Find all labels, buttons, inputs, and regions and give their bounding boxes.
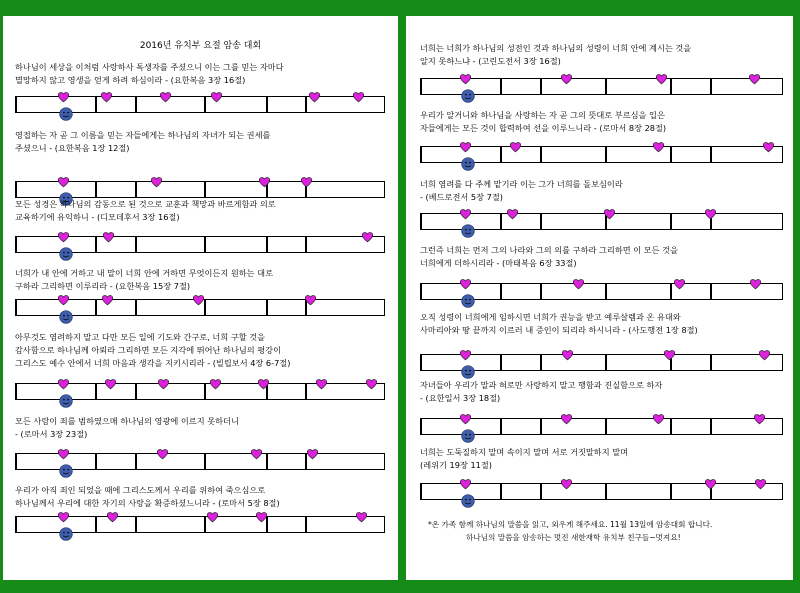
heart-icon — [653, 414, 664, 425]
track-divider — [95, 237, 97, 252]
track-divider — [710, 284, 712, 299]
heart-icon — [705, 209, 716, 220]
track-divider — [420, 214, 422, 229]
track-divider — [95, 97, 97, 112]
verse-line: - (요한일서 3장 18절) — [420, 393, 501, 403]
heart-icon — [653, 142, 664, 153]
heart-icon — [750, 279, 761, 290]
track-divider — [95, 384, 97, 399]
track-divider — [605, 79, 607, 94]
verse-line: 모든 사람이 죄를 범하였으매 하나님의 영광에 이르지 못하더니 — [15, 416, 239, 426]
track-divider — [15, 237, 17, 252]
heart-icon — [58, 295, 69, 306]
heart-icon — [58, 232, 69, 243]
heart-icon — [356, 512, 367, 523]
smiley-face-icon — [461, 365, 475, 379]
track-divider — [95, 300, 97, 315]
smiley-face-icon — [461, 429, 475, 443]
heart-icon — [305, 295, 316, 306]
verse-line: 감사함으로 하나님께 아뢰라 그리하면 모든 지각에 뛰어난 하나님의 평강이 — [15, 345, 282, 355]
track-divider — [782, 79, 784, 94]
track-divider — [15, 454, 17, 469]
track-divider — [15, 182, 17, 197]
heart-icon — [307, 449, 318, 460]
heart-icon — [460, 209, 471, 220]
heart-icon — [755, 479, 766, 490]
heart-icon — [460, 350, 471, 361]
heart-icon — [664, 350, 675, 361]
heart-icon — [561, 414, 572, 425]
track-divider — [384, 97, 386, 112]
track-divider — [204, 300, 206, 315]
track-divider — [420, 419, 422, 434]
verse-line: 자녀들아 우리가 말과 혀로만 사랑하지 말고 행함과 진실함으로 하자 — [420, 380, 663, 390]
verse-line: 너희는 너희가 하나님의 성전인 것과 하나님의 성령이 너희 안에 계시는 것을 — [420, 43, 692, 53]
heart-icon — [460, 479, 471, 490]
verse-line: 너희 염려를 다 주께 맡기라 이는 그가 너희를 돌보심이라 — [420, 179, 623, 189]
track-divider — [605, 419, 607, 434]
track-divider — [204, 237, 206, 252]
right-verse-4 — [420, 244, 678, 270]
heart-icon — [510, 142, 521, 153]
track-divider — [500, 484, 502, 499]
track-divider — [710, 147, 712, 162]
track-divider — [670, 79, 672, 94]
heart-icon — [309, 92, 320, 103]
track-divider — [204, 384, 206, 399]
track-divider — [266, 97, 268, 112]
heart-icon — [256, 512, 267, 523]
track-divider — [500, 147, 502, 162]
verse-line: (레위기 19장 11절) — [420, 460, 492, 470]
verse-line: 멸망하지 않고 영생을 얻게 하려 하심이라 - (요한복음 3장 16절) — [15, 75, 246, 85]
track-divider — [204, 454, 206, 469]
track-divider — [95, 517, 97, 532]
heart-icon — [561, 479, 572, 490]
heart-icon — [460, 414, 471, 425]
track-divider — [266, 454, 268, 469]
track-divider — [15, 97, 17, 112]
heart-icon — [157, 449, 168, 460]
heart-icon — [754, 414, 765, 425]
smiley-face-icon — [461, 224, 475, 238]
smiley-face-icon — [461, 294, 475, 308]
heart-icon — [674, 279, 685, 290]
heart-icon — [301, 177, 312, 188]
verse-line: 모든 성경은 하나님의 감동으로 된 것으로 교훈과 책망과 바르게함과 의로 — [15, 199, 276, 209]
track-divider — [782, 484, 784, 499]
track-divider — [384, 237, 386, 252]
left-verse-5 — [15, 331, 290, 370]
heart-icon — [705, 479, 716, 490]
heart-icon — [460, 142, 471, 153]
heart-icon — [460, 279, 471, 290]
heart-icon — [562, 350, 573, 361]
right-verse-6 — [420, 379, 662, 405]
verse-line: 우리가 아직 죄인 되었을 때에 그리스도께서 우리를 위하여 죽으심으로 — [15, 485, 266, 495]
heart-icon — [460, 74, 471, 85]
verse-line: 교육하기에 유익하니 - (디모데후서 3장 16절) — [15, 212, 180, 222]
track-divider — [420, 147, 422, 162]
track-divider — [540, 484, 542, 499]
track-divider — [384, 182, 386, 197]
track-divider — [135, 300, 137, 315]
smiley-face-icon — [59, 527, 73, 541]
heart-icon — [561, 74, 572, 85]
left-verse-3 — [15, 198, 276, 224]
verse-line: - (베드로전서 5장 7절) — [420, 192, 503, 202]
verse-line: 알지 못하느냐 - (고린도전서 3장 16절) — [420, 56, 561, 66]
heart-icon — [353, 92, 364, 103]
track-divider — [266, 237, 268, 252]
heart-icon — [105, 379, 116, 390]
verse-line: 오직 성령이 너희에게 임하시면 너희가 권능을 받고 예루살렘과 온 유대와 — [420, 312, 681, 322]
verse-line: - (로마서 3장 23절) — [15, 429, 88, 439]
verse-line: 사마리아와 땅 끝까지 이르러 내 증인이 되리라 하시니라 - (사도행전 1장 8절) — [420, 325, 698, 335]
left-verse-6 — [15, 415, 239, 441]
heart-icon — [251, 449, 262, 460]
track-divider — [710, 79, 712, 94]
track-divider — [15, 300, 17, 315]
heart-icon — [316, 379, 327, 390]
track-divider — [204, 182, 206, 197]
track-divider — [420, 79, 422, 94]
track-divider — [420, 355, 422, 370]
smiley-face-icon — [59, 310, 73, 324]
heart-icon — [604, 209, 615, 220]
smiley-face-icon — [461, 157, 475, 171]
track-divider — [670, 147, 672, 162]
heart-icon — [207, 512, 218, 523]
track-divider — [135, 97, 137, 112]
verse-line: 우리가 알거니와 하나님을 사랑하는 자 곧 그의 뜻대로 부르심을 입은 — [420, 110, 665, 120]
track-divider — [782, 419, 784, 434]
heart-icon — [193, 295, 204, 306]
track-divider — [670, 284, 672, 299]
verse-line: 영접하는 자 곧 그 이름을 믿는 자들에게는 하나님의 자녀가 되는 권세를 — [15, 130, 271, 140]
heart-icon — [211, 92, 222, 103]
footer-cheer: 하나님의 말씀을 암송하는 멋진 새한재학 유치부 친구들~멋져요! — [466, 533, 681, 542]
heart-icon — [101, 92, 112, 103]
right-verse-1 — [420, 42, 691, 68]
heart-icon — [58, 379, 69, 390]
track-divider — [782, 355, 784, 370]
smiley-face-icon — [59, 464, 73, 478]
page-title: 2016년 유치부 요절 암송 대회 — [139, 41, 262, 51]
heart-icon — [749, 74, 760, 85]
verse-line: 그리스도 예수 안에서 너희 마음과 생각을 지키시리라 - (빌립보서 4장 6-7절) — [15, 358, 291, 368]
verse-line: 하나님께서 우리에 대한 자기의 사랑을 확증하셨느니라 - (로마서 5장 8절) — [15, 498, 280, 508]
heart-icon — [763, 142, 774, 153]
left-verse-4 — [15, 267, 273, 293]
track-divider — [710, 355, 712, 370]
footer-note: *온 가족 함께 하나님의 말씀을 읽고, 외우게 해주세요. 11월 13일에 암송대회 합니다. — [428, 520, 713, 529]
left-verse-2 — [15, 129, 270, 155]
track-divider — [305, 384, 307, 399]
track-divider — [540, 419, 542, 434]
track-divider — [500, 79, 502, 94]
smiley-face-icon — [59, 247, 73, 261]
track-divider — [605, 355, 607, 370]
track-divider — [95, 454, 97, 469]
track-divider — [305, 237, 307, 252]
track-divider — [605, 147, 607, 162]
track-divider — [305, 97, 307, 112]
heart-icon — [151, 177, 162, 188]
track-divider — [540, 355, 542, 370]
heart-icon — [158, 379, 169, 390]
heart-icon — [58, 92, 69, 103]
heart-icon — [573, 279, 584, 290]
right-verse-7 — [420, 446, 628, 472]
heart-icon — [160, 92, 171, 103]
verse-line: 구하라 그리하면 이루리라 - (요한복음 15장 7절) — [15, 281, 191, 291]
track-divider — [420, 484, 422, 499]
track-divider — [605, 284, 607, 299]
verse-line: 너희에게 더하시리라 - (마태복음 6장 33절) — [420, 258, 577, 268]
track-divider — [670, 419, 672, 434]
heart-icon — [103, 232, 114, 243]
left-page — [3, 16, 398, 580]
verse-line: 주셨으니 - (요한복음 1장 12절) — [15, 143, 130, 153]
track-divider — [500, 284, 502, 299]
track-divider — [204, 517, 206, 532]
track-divider — [135, 182, 137, 197]
track-divider — [135, 517, 137, 532]
track-divider — [384, 384, 386, 399]
heart-icon — [258, 379, 269, 390]
track-divider — [135, 237, 137, 252]
verse-line: 하나님이 세상을 이처럼 사랑하사 독생자를 주셨으니 이는 그를 믿는 자마다 — [15, 62, 284, 72]
track-divider — [605, 484, 607, 499]
heart-icon — [58, 512, 69, 523]
track-divider — [710, 419, 712, 434]
track-divider — [15, 517, 17, 532]
heart-icon — [507, 209, 518, 220]
track-divider — [135, 454, 137, 469]
track-divider — [782, 214, 784, 229]
heart-icon — [102, 295, 113, 306]
track-divider — [384, 454, 386, 469]
track-divider — [420, 284, 422, 299]
heart-icon — [107, 512, 118, 523]
heart-icon — [759, 350, 770, 361]
verse-line: 아무것도 염려하지 말고 다만 모든 일에 기도와 간구로, 너희 구할 것을 — [15, 332, 266, 342]
track-divider — [540, 79, 542, 94]
left-verse-7 — [15, 484, 280, 510]
right-verse-3 — [420, 178, 623, 204]
track-divider — [384, 300, 386, 315]
track-divider — [782, 147, 784, 162]
smiley-face-icon — [461, 89, 475, 103]
verse-line: 자들에게는 모든 것이 합력하여 선을 이루느니라 - (로마서 8장 28절) — [420, 123, 667, 133]
heart-icon — [362, 232, 373, 243]
left-verse-1 — [15, 61, 284, 87]
verse-line: 너희는 도둑질하지 말며 속이지 말며 서로 거짓말하지 말며 — [420, 447, 629, 457]
heart-icon — [366, 379, 377, 390]
verse-line: 너희가 내 안에 거하고 내 말이 너희 안에 거하면 무엇이든지 원하는 대로 — [15, 268, 273, 278]
track-divider — [500, 214, 502, 229]
heart-icon — [58, 449, 69, 460]
right-verse-5 — [420, 311, 698, 337]
track-divider — [500, 419, 502, 434]
track-divider — [540, 214, 542, 229]
track-divider — [540, 284, 542, 299]
track-divider — [95, 182, 97, 197]
track-divider — [266, 300, 268, 315]
track-divider — [782, 284, 784, 299]
track-divider — [670, 484, 672, 499]
track-divider — [500, 355, 502, 370]
verse-line: 그런즉 너희는 먼저 그의 나라와 그의 의를 구하라 그리하면 이 모든 것을 — [420, 245, 678, 255]
smiley-face-icon — [461, 494, 475, 508]
track-divider — [305, 517, 307, 532]
track-divider — [670, 214, 672, 229]
heart-icon — [259, 177, 270, 188]
smiley-face-icon — [59, 107, 73, 121]
heart-icon — [656, 74, 667, 85]
track-divider — [204, 97, 206, 112]
track-divider — [135, 384, 137, 399]
track-divider — [384, 517, 386, 532]
right-verse-2 — [420, 109, 666, 135]
track-divider — [15, 384, 17, 399]
heart-icon — [210, 379, 221, 390]
track-divider — [540, 147, 542, 162]
heart-icon — [58, 177, 69, 188]
smiley-face-icon — [59, 394, 73, 408]
right-page — [406, 16, 793, 580]
